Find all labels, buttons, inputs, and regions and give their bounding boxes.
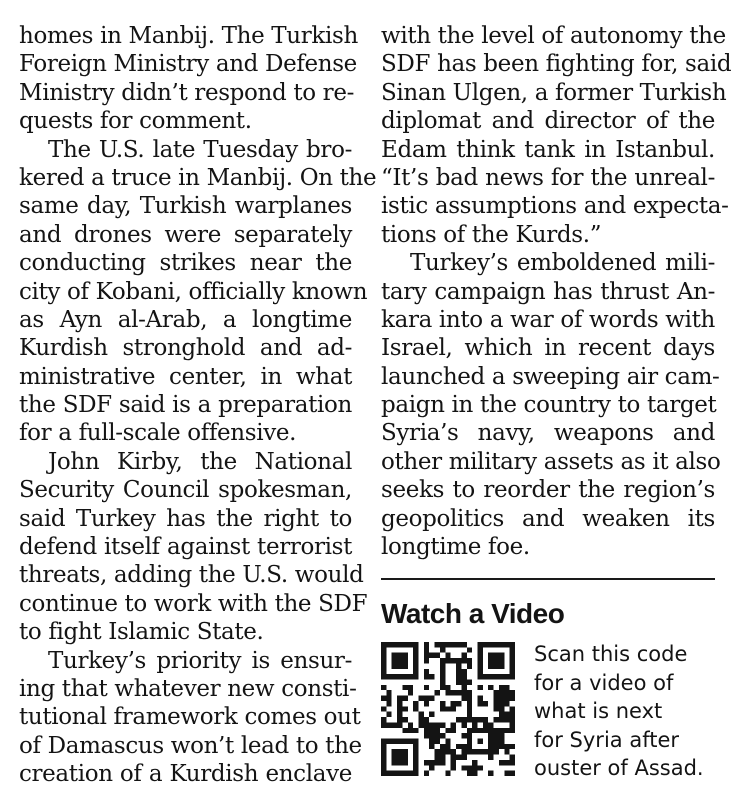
article-text-line: Israel, which in recent days [381,335,715,362]
article-text-line: for a full-scale offensive. [19,420,297,447]
article-text-line: the SDF said is a preparation [19,392,352,419]
qr-caption-line: Scan this code [534,642,688,666]
article-text-line: Security Council spokesman, [19,477,352,504]
article-text-line: quests for comment. [19,108,252,135]
article-text-line: Foreign Ministry and Defense [19,51,357,78]
article-text-line: creation of a Kurdish enclave [19,761,352,788]
article-text-line: Kurdish stronghold and ad- [19,335,352,362]
article-text-line: homes in Manbij. The Turkish [19,23,358,49]
article-text-line: John Kirby, the National [48,448,352,475]
article-text-line: Turkey’s priority is ensur- [48,647,352,674]
article-text-line: tary campaign has thrust An- [381,278,715,305]
article-text-line: ing that whatever new consti- [19,675,357,702]
article-text-line: same day, Turkish warplanes [19,193,352,220]
qr-code-icon[interactable] [381,642,515,776]
article-text-line: as Ayn al-Arab, a longtime [19,306,352,333]
article-text-line: “It’s bad news for the unreal- [381,164,715,191]
article-text-line: ministrative center, in what [19,363,352,390]
article-column-right [381,22,732,561]
article-text-line: SDF has been fighting for, said [381,51,732,78]
article-text-line: Sinan Ulgen, a former Turkish [381,79,727,106]
article-text-line: conducting strikes near the [19,250,352,277]
article-text-line: The U.S. late Tuesday bro- [48,136,352,163]
article-text-line: of Damascus won’t lead to the [19,732,362,759]
article-text-line: tutional framework comes out [19,704,361,731]
article-text-line: and drones were separately [19,221,352,248]
article-text-line: tions of the Kurds.” [381,221,602,248]
article-text-line: kered a truce in Manbij. On the [19,164,377,191]
article-text-line: defend itself against terrorist [19,534,352,561]
article-text-line: with the level of autonomy the [381,23,726,49]
article-text-line: diplomat and director of the [381,108,715,135]
article-text-line: Edam think tank in Istanbul. [381,136,715,163]
article-text-line: Syria’s navy, weapons and [381,420,715,447]
qr-caption-line: ouster of Assad. [534,756,704,780]
qr-caption-line: for Syria after [534,727,680,752]
article-text-line: geopolitics and weaken its [381,505,715,532]
section-divider [381,578,715,580]
article-text-line: istic assumptions and expecta- [381,193,729,220]
article-text-line: kara into a war of words with [381,306,715,333]
article-text-line: seeks to reorder the region’s [381,477,715,504]
article-text-line: Turkey’s emboldened mili- [410,250,715,277]
article-text-line: longtime foe. [381,534,530,561]
article-text-line: paign in the country to target [381,392,717,419]
article-text-line: to fight Islamic State. [19,619,264,646]
article-text-line: continue to work with the SDF [19,590,368,617]
qr-caption-line: what is next [534,699,663,723]
article-text-line: other military assets as it also [381,448,721,475]
article-text-line: threats, adding the U.S. would [19,562,364,589]
article-text-line: city of Kobani, officially known [19,278,368,305]
video-heading: Watch a Video [381,598,565,629]
article-text-line: Ministry didn’t respond to re- [19,79,355,106]
article-text-line: launched a sweeping air cam- [381,363,720,390]
qr-caption-line: for a video of [534,670,674,695]
qr-caption [534,640,704,783]
article-column-left [19,22,377,789]
article-text-line: said Turkey has the right to [19,505,352,532]
